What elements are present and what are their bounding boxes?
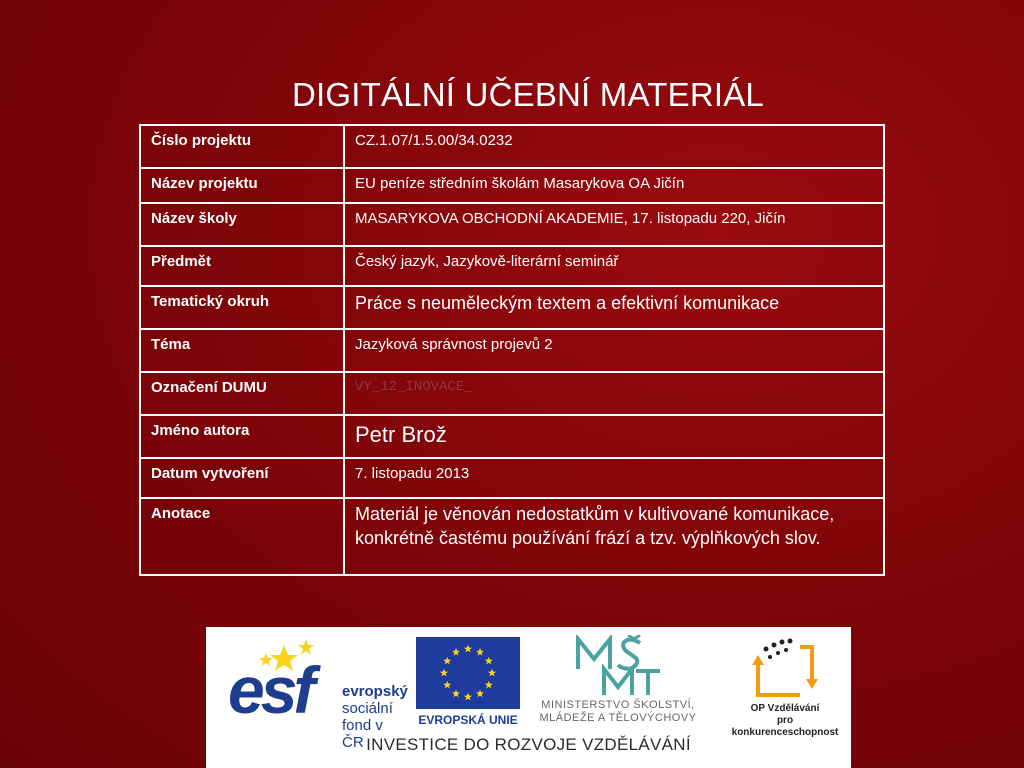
page-title: DIGITÁLNÍ UČEBNÍ MATERIÁL <box>292 76 764 113</box>
row-label-anotace: Anotace <box>140 498 344 575</box>
op-logo <box>726 635 844 738</box>
row-value-cislo-projektu: CZ.1.07/1.5.00/34.0232 <box>344 125 884 168</box>
msmt-caption-line-2: MLÁDEŽE A TĚLOVÝCHOVY <box>539 712 697 724</box>
logo-bar <box>206 627 851 768</box>
row-label-datum-vytvoreni: Datum vytvoření <box>140 458 344 498</box>
msmt-caption <box>528 699 708 725</box>
eu-star-icon <box>443 657 451 665</box>
row-value-oznaceni-dumu: VY_12_INOVACE_ <box>344 372 884 415</box>
eu-star-icon <box>476 648 484 656</box>
eu-caption: EVROPSKÁ UNIE <box>418 713 518 727</box>
table-row <box>140 372 884 415</box>
table-row <box>140 498 884 575</box>
esf-text-line-1: evropský <box>342 683 408 700</box>
op-caption-line-1: OP Vzdělávání <box>750 703 820 714</box>
msmt-logo <box>528 635 708 731</box>
row-label-nazev-projektu: Název projektu <box>140 168 344 203</box>
row-label-oznaceni-dumu: Označení DUMU <box>140 372 344 415</box>
table-row <box>140 286 884 329</box>
row-label-nazev-skoly: Název školy <box>140 203 344 246</box>
op-caption <box>726 703 844 739</box>
table-row <box>140 458 884 498</box>
table-row <box>140 329 884 372</box>
table-row <box>140 203 884 246</box>
row-value-datum-vytvoreni: 7. listopadu 2013 <box>344 458 884 498</box>
eu-star-icon <box>476 690 484 698</box>
row-label-tematicky-okruh: Tematický okruh <box>140 286 344 329</box>
eu-star-icon <box>443 681 451 689</box>
op-vzdelavani-icon <box>726 635 844 701</box>
row-label-jmeno-autora: Jméno autora <box>140 415 344 458</box>
table-row <box>140 246 884 286</box>
row-value-tema: Jazyková správnost projevů 2 <box>344 329 884 372</box>
eu-star-icon <box>488 669 496 677</box>
project-info-table <box>139 124 885 576</box>
eu-star-icon <box>485 657 493 665</box>
eu-star-icon <box>452 648 460 656</box>
eu-star-icon <box>440 669 448 677</box>
table-row <box>140 125 884 168</box>
eu-flag-icon <box>416 637 520 709</box>
table-row <box>140 415 884 458</box>
op-caption-line-2: pro konkurenceschopnost <box>731 715 839 738</box>
row-value-predmet: Český jazyk, Jazykově-literární seminář <box>344 246 884 286</box>
eu-logo <box>416 637 520 729</box>
row-value-anotace: Materiál je věnován nedostatkům v kultivované komunikace, konkrétně častému používání frází a tzv. výplňkových slov. <box>344 498 884 575</box>
row-value-nazev-projektu: EU peníze středním školám Masarykova OA Jičín <box>344 168 884 203</box>
row-value-jmeno-autora: Petr Brož <box>344 415 884 458</box>
table-row <box>140 168 884 203</box>
msmt-caption-line-1: MINISTERSTVO ŠKOLSTVÍ, <box>541 699 695 711</box>
esf-text-line-3: fond v ČR <box>342 717 383 751</box>
row-label-cislo-projektu: Číslo projektu <box>140 125 344 168</box>
row-label-tema: Téma <box>140 329 344 372</box>
eu-star-icon <box>464 645 472 653</box>
msmt-monogram-icon <box>528 635 708 697</box>
eu-star-icon <box>452 690 460 698</box>
eu-star-icon <box>485 681 493 689</box>
esf-wordmark: esf <box>228 653 312 727</box>
row-label-predmet: Předmět <box>140 246 344 286</box>
esf-text-line-2: sociální <box>342 700 393 717</box>
investice-slogan: INVESTICE DO ROZVOJE VZDĚLÁVÁNÍ <box>366 735 691 754</box>
eu-star-icon <box>464 693 472 701</box>
row-value-tematicky-okruh: Práce s neuměleckým textem a efektivní komunikace <box>344 286 884 329</box>
esf-logo <box>224 639 408 751</box>
row-value-nazev-skoly: MASARYKOVA OBCHODNÍ AKADEMIE, 17. listopadu 220, Jičín <box>344 203 884 246</box>
